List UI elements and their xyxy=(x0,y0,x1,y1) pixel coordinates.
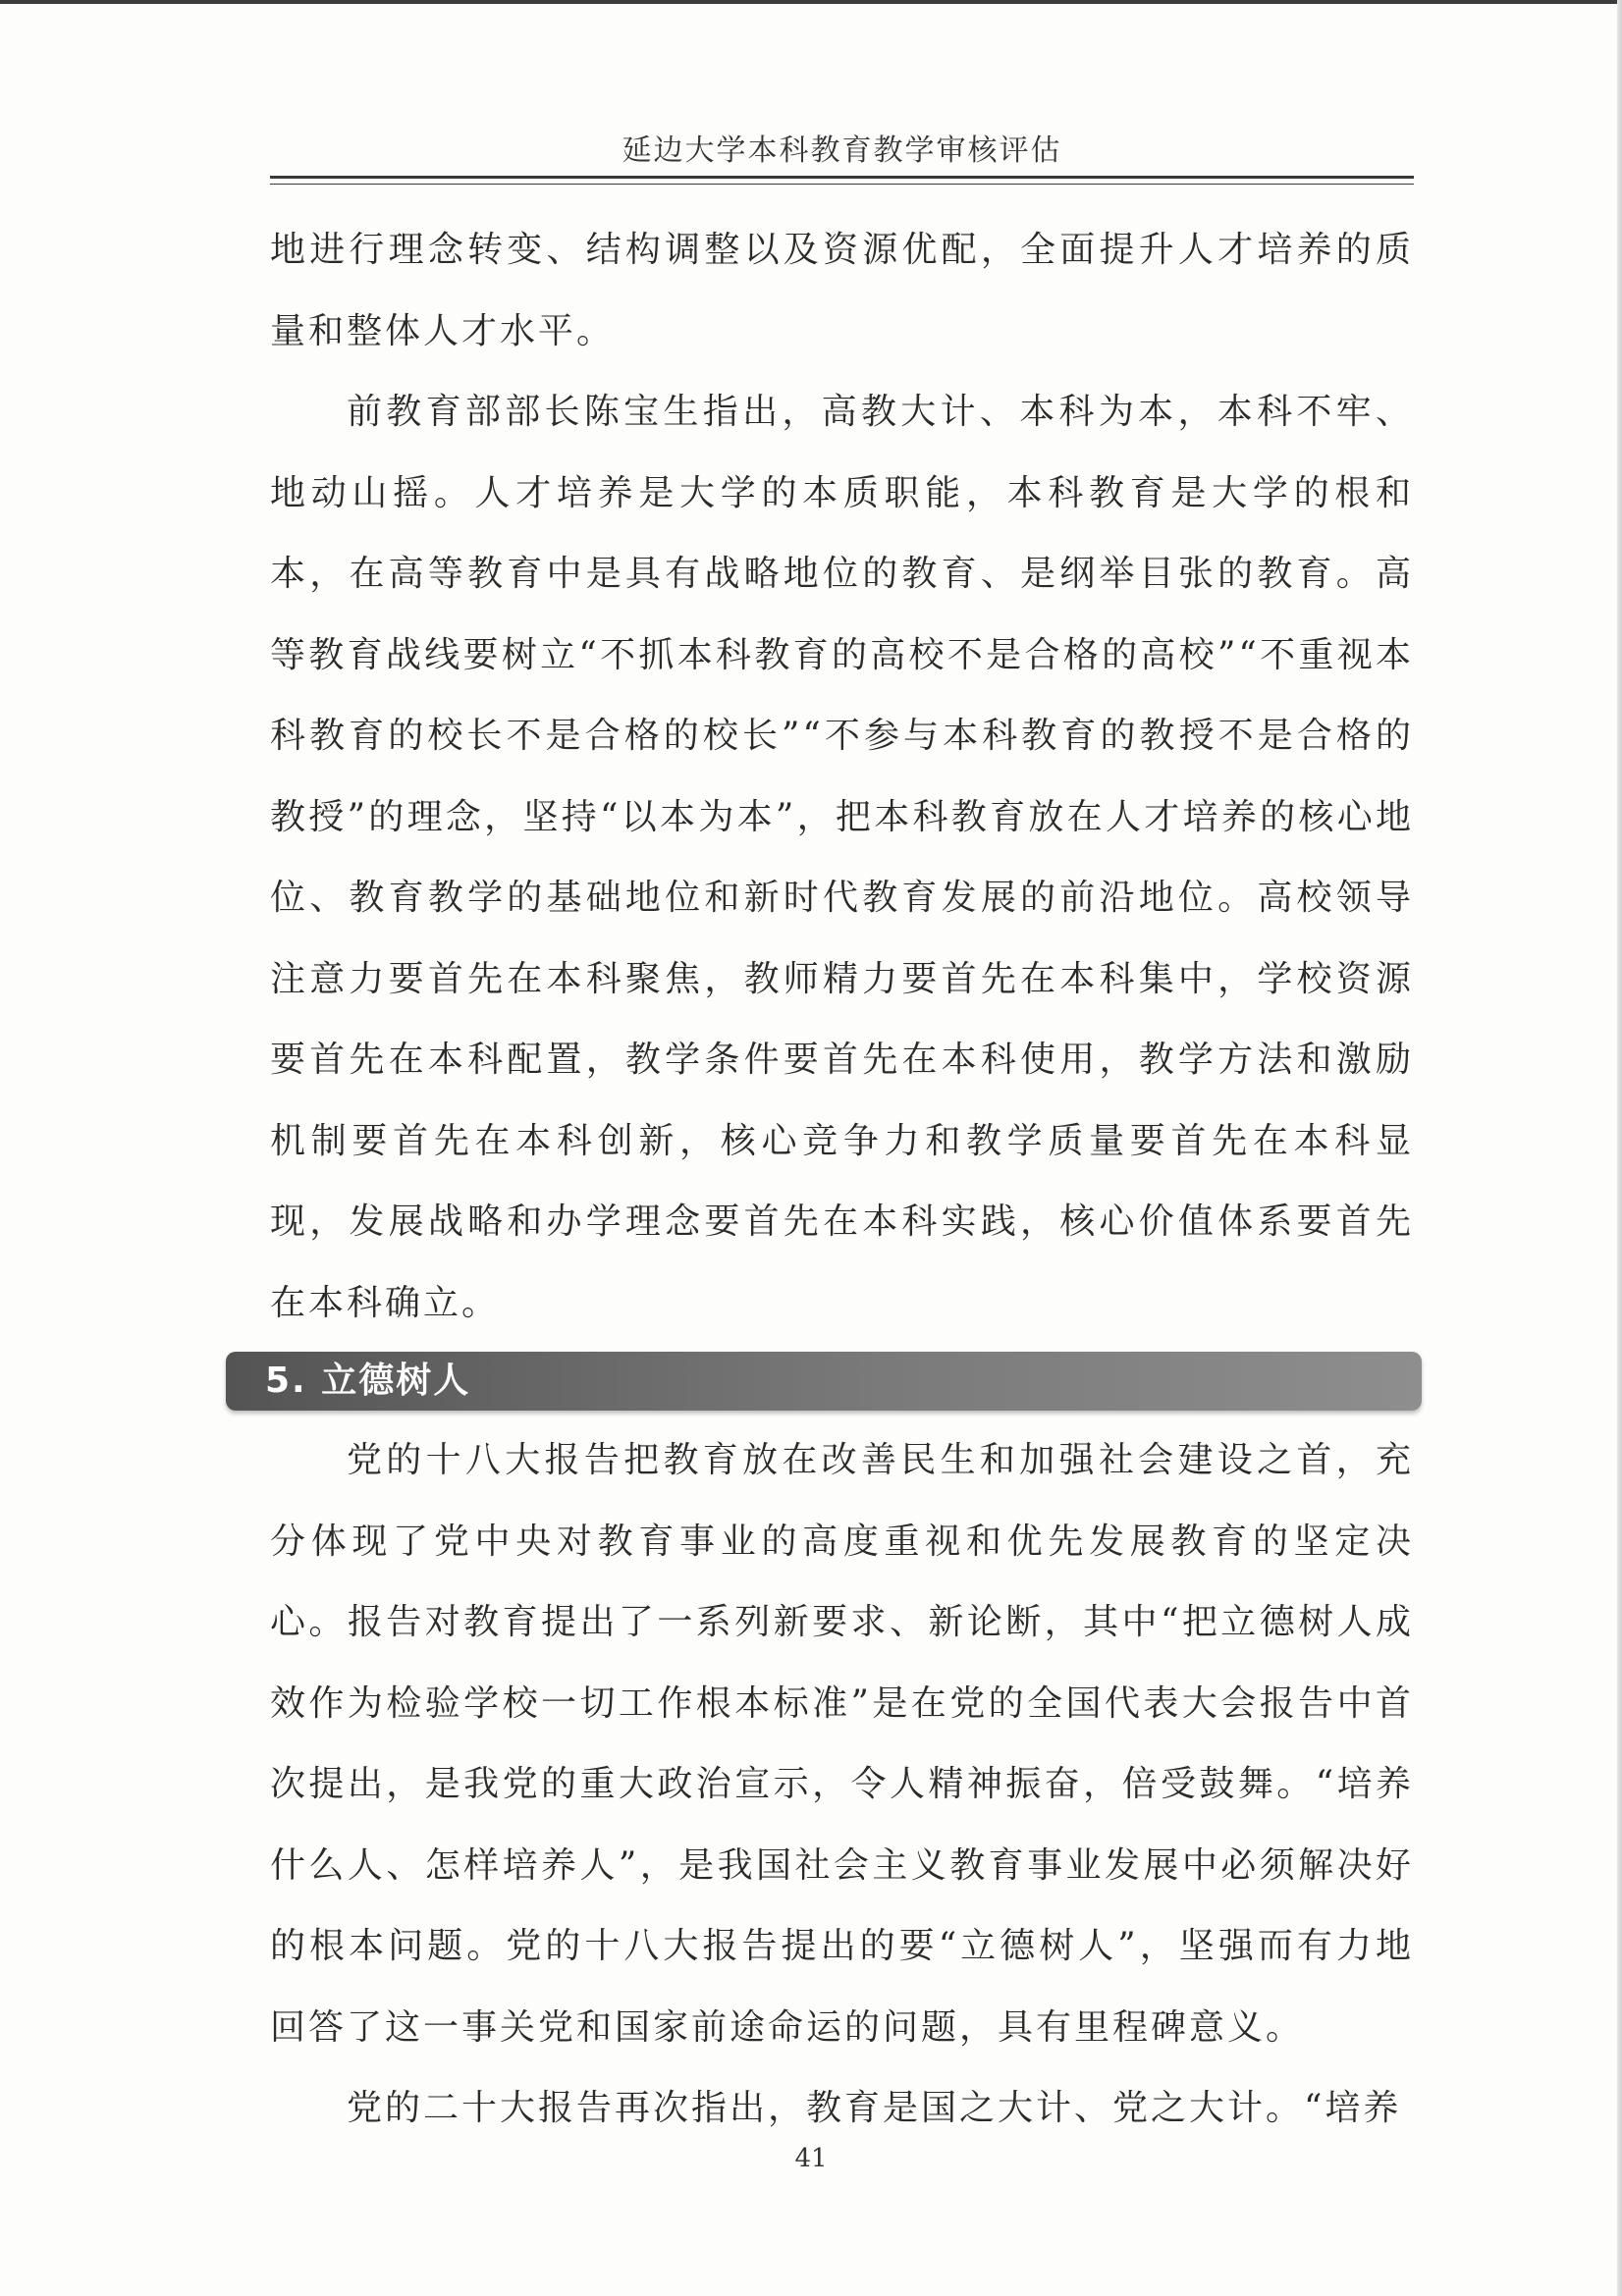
paragraph-continuation: 地进行理念转变、结构调整以及资源优配，全面提升人才培养的质量和整体人才水平。 xyxy=(270,230,1414,351)
header-rule-thin xyxy=(270,184,1414,185)
paragraph-chen-baosheng: 前教育部部长陈宝生指出，高教大计、本科为本，本科不牢、地动山摇。人才培养是大学的本质职能，本科教育是大学的根和本，在高等教育中是具有战略地位的教育、是纲举目张的教育。高等教育战线要树立“不抓本科教育的高校不是合格的高校”“不重视本科教育的校长不是合格的校长”“不参与本科教育的教授不是合格的教授”的理念，坚持“以本为本”，把本科教育放在人才培养的核心地位、教育教学的基础地位和新时代教育发展的前沿地位。高校领导注意力要首先在本科聚焦，教师精力要首先在本科集中，学校资源要首先在本科配置，教学条件要首先在本科使用，教学方法和激励机制要首先在本科创新，核心竞争力和教学质量要首先在本科显现，发展战略和办学理念要首先在本科实践，核心价值体系要首先在本科确立。 xyxy=(270,392,1414,1323)
header-rule-thick xyxy=(270,176,1414,179)
paragraph-eighteenth-congress: 党的十八大报告把教育放在改善民生和加强社会建设之首，充分体现了党中央对教育事业的高度重视和优先发展教育的坚定决心。报告对教育提出了一系列新要求、新论断，其中“把立德树人成效作为检验学校一切工作根本标准”是在党的全国代表大会报告中首次提出，是我党的重大政治宣示，令人精神振奋，倍受鼓舞。“培养什么人、怎样培养人”，是我国社会主义教育事业发展中必须解决好的根本问题。党的十八大报告提出的要“立德树人”，坚强而有力地回答了这一事关党和国家前途命运的问题，具有里程碑意义。 xyxy=(270,1440,1414,2048)
paragraph-twentieth-congress: 党的二十大报告再次指出，教育是国之大计、党之大计。“培养 xyxy=(347,2088,1402,2128)
scan-edge-right xyxy=(1617,0,1622,2296)
section-heading-bar xyxy=(226,1352,1422,1411)
body-text xyxy=(265,210,1414,2150)
scan-edge-top xyxy=(0,0,1622,4)
running-header: 延边大学本科教育教学审核评估 xyxy=(622,133,1062,168)
section-title: 5. 立德树人 xyxy=(265,1361,471,1401)
page-number: 41 xyxy=(794,2144,828,2173)
